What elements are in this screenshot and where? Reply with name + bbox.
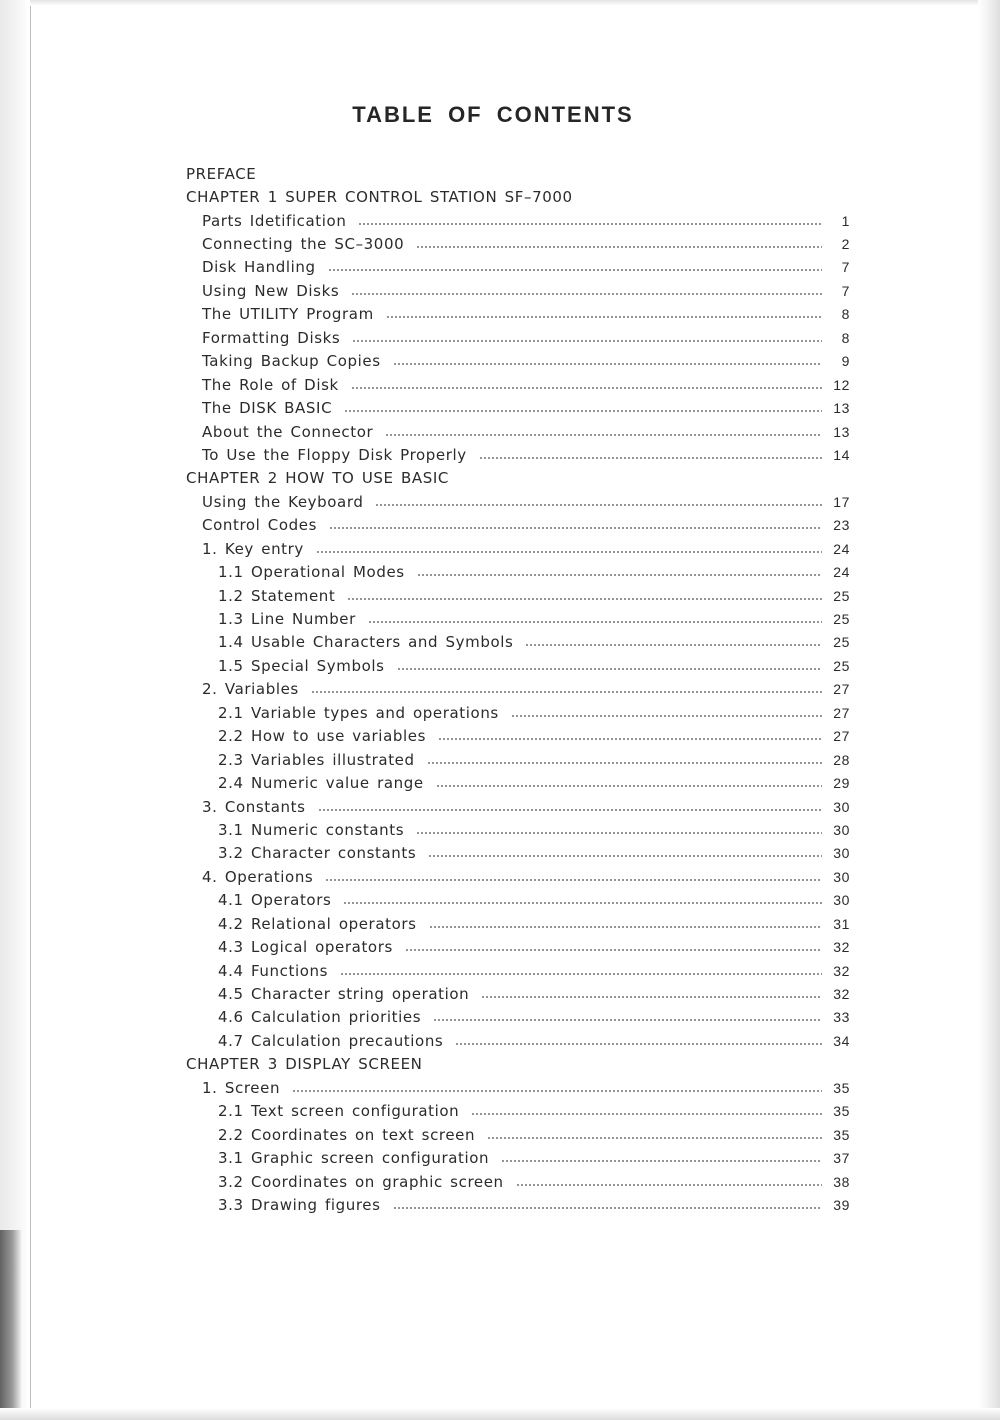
toc-page-number: 8 — [841, 306, 850, 323]
dot-leader — [368, 621, 822, 623]
toc-entry — [186, 584, 850, 607]
toc-page-number: 34 — [833, 1032, 850, 1049]
dot-leader — [501, 1160, 822, 1162]
toc-entry-title: CHAPTER 3 DISPLAY SCREEN — [186, 1055, 423, 1074]
toc-entry-title: 3.2 Character constants — [218, 844, 417, 863]
toc-entry — [186, 1100, 850, 1123]
toc-entry — [186, 443, 850, 466]
toc-entry-title: 1.3 Line Number — [218, 610, 356, 629]
dot-leader — [429, 926, 822, 928]
toc-entry-title: To Use the Floppy Disk Properly — [202, 445, 467, 464]
dot-leader — [316, 551, 822, 553]
toc-entry-title: The UTILITY Program — [202, 305, 374, 324]
toc-entry — [186, 1193, 850, 1216]
toc-entry — [186, 560, 850, 583]
toc-page-number: 32 — [833, 986, 850, 1003]
toc-page-number: 23 — [833, 517, 850, 534]
toc-entry-title: 4.3 Logical operators — [218, 938, 393, 957]
toc-entry-title: 3. Constants — [202, 797, 306, 816]
toc-entry-title: 2. Variables — [202, 680, 299, 699]
page-title: TABLE OF CONTENTS — [352, 102, 634, 127]
toc-entry-title: 1.5 Special Symbols — [218, 656, 385, 675]
toc-page-number: 28 — [833, 751, 850, 768]
toc-entry-title: Control Codes — [202, 516, 318, 535]
toc-entry — [186, 842, 850, 865]
toc-entry-title: 2.2 How to use variables — [218, 727, 426, 746]
toc-page-number: 7 — [841, 259, 850, 276]
dot-leader — [417, 574, 822, 576]
toc-page-number: 39 — [833, 1196, 850, 1213]
toc-page-number: 30 — [833, 845, 850, 862]
toc-entry — [186, 982, 850, 1005]
toc-entry — [186, 725, 850, 748]
toc-page-number: 29 — [833, 775, 850, 792]
dot-leader — [343, 902, 822, 904]
scan-shadow — [0, 1230, 22, 1420]
toc-entry-title: 2.4 Numeric value range — [218, 774, 424, 793]
toc-entry-title: 1.1 Operational Modes — [218, 563, 405, 582]
toc-entry-title: 2.1 Text screen configuration — [218, 1102, 460, 1121]
toc-entry-title: Connecting the SC–3000 — [202, 235, 405, 254]
toc-entry — [186, 514, 850, 537]
dot-leader — [292, 1090, 822, 1092]
toc-entry-title: 3.2 Coordinates on graphic screen — [218, 1172, 504, 1191]
toc-entry-title: 1. Key entry — [202, 539, 304, 558]
toc-entry-title: 4.2 Relational operators — [218, 914, 417, 933]
dot-leader — [438, 738, 822, 740]
scan-edge-left — [0, 0, 28, 1420]
toc-section-heading — [186, 1053, 850, 1076]
toc-entry — [186, 818, 850, 841]
toc-entry — [186, 373, 850, 396]
dot-leader — [525, 644, 822, 646]
toc-entry — [186, 1146, 850, 1169]
toc-entry-title: PREFACE — [186, 164, 257, 183]
toc-entry — [186, 771, 850, 794]
toc-entry — [186, 701, 850, 724]
scan-edge-right — [978, 0, 1000, 1420]
toc-page-number: 14 — [833, 446, 850, 463]
scan-shadow-bottom — [0, 1408, 1000, 1420]
toc-entry — [186, 935, 850, 958]
dot-leader — [344, 410, 822, 412]
toc-page-number: 13 — [833, 400, 850, 417]
dot-leader — [416, 246, 822, 248]
toc-page-number: 1 — [841, 212, 850, 229]
dot-leader — [516, 1184, 822, 1186]
toc-entry-title: 2.2 Coordinates on text screen — [218, 1125, 476, 1144]
toc-entry — [186, 1076, 850, 1099]
dot-leader — [481, 996, 822, 998]
toc-section-heading — [186, 162, 850, 185]
dot-leader — [479, 457, 822, 459]
dot-leader — [329, 527, 822, 529]
toc-page-number: 17 — [833, 493, 850, 510]
toc-entry-title: Using the Keyboard — [202, 492, 364, 511]
toc-page-number: 25 — [833, 611, 850, 628]
toc-entry-title: 2.3 Variables illustrated — [218, 750, 415, 769]
toc-entry — [186, 350, 850, 373]
toc-entry — [186, 748, 850, 771]
toc-entry — [186, 490, 850, 513]
dot-leader — [471, 1113, 822, 1115]
table-of-contents — [186, 162, 850, 1217]
toc-entry-title: About the Connector — [202, 422, 374, 441]
toc-entry-title: The DISK BASIC — [202, 399, 333, 418]
toc-page-number: 9 — [841, 353, 850, 370]
toc-page-number: 25 — [833, 587, 850, 604]
dot-leader — [511, 715, 822, 717]
dot-leader — [351, 293, 822, 295]
toc-entry-title: 3.1 Numeric constants — [218, 820, 405, 839]
dot-leader — [436, 785, 822, 787]
toc-entry-title: 2.1 Variable types and operations — [218, 703, 499, 722]
toc-entry-title: 4.4 Functions — [218, 961, 329, 980]
toc-page-number: 13 — [833, 423, 850, 440]
dot-leader — [416, 832, 822, 834]
toc-entry-title: Formatting Disks — [202, 328, 341, 347]
toc-entry — [186, 303, 850, 326]
dot-leader — [433, 1019, 822, 1021]
toc-entry — [186, 631, 850, 654]
toc-entry-title: 4.7 Calculation precautions — [218, 1031, 444, 1050]
toc-page-number: 35 — [833, 1103, 850, 1120]
toc-page-number: 24 — [833, 540, 850, 557]
toc-entry — [186, 256, 850, 279]
toc-page-number: 38 — [833, 1173, 850, 1190]
toc-entry — [186, 678, 850, 701]
toc-entry-title: 4.5 Character string operation — [218, 985, 470, 1004]
toc-section-heading — [186, 185, 850, 208]
toc-entry — [186, 865, 850, 888]
toc-page-number: 2 — [841, 236, 850, 253]
toc-entry-title: 4.1 Operators — [218, 891, 332, 910]
toc-entry — [186, 1029, 850, 1052]
page-edge-line — [30, 6, 31, 1414]
toc-entry-title: Parts Idetification — [202, 211, 347, 230]
toc-page-number: 31 — [833, 915, 850, 932]
toc-page-number: 37 — [833, 1150, 850, 1167]
toc-page-number: 24 — [833, 564, 850, 581]
toc-page-number: 30 — [833, 798, 850, 815]
dot-leader — [311, 691, 822, 693]
toc-page-number: 25 — [833, 634, 850, 651]
toc-entry — [186, 607, 850, 630]
toc-entry — [186, 1123, 850, 1146]
toc-entry-title: CHAPTER 2 HOW TO USE BASIC — [186, 469, 449, 488]
toc-page-number: 27 — [833, 681, 850, 698]
toc-page-number: 33 — [833, 1009, 850, 1026]
toc-entry-title: Disk Handling — [202, 258, 316, 277]
toc-entry — [186, 537, 850, 560]
toc-page-number: 7 — [841, 282, 850, 299]
toc-entry-title: 4. Operations — [202, 867, 314, 886]
dot-leader — [427, 762, 822, 764]
dot-leader — [397, 668, 822, 670]
toc-entry-title: 4.6 Calculation priorities — [218, 1008, 422, 1027]
dot-leader — [352, 340, 822, 342]
dot-leader — [393, 1207, 822, 1209]
toc-page-number: 32 — [833, 939, 850, 956]
toc-page-number: 8 — [841, 329, 850, 346]
dot-leader — [325, 879, 822, 881]
toc-entry — [186, 912, 850, 935]
toc-entry — [186, 326, 850, 349]
toc-entry — [186, 959, 850, 982]
toc-entry-title: 3.3 Drawing figures — [218, 1195, 381, 1214]
dot-leader — [385, 434, 822, 436]
dot-leader — [347, 598, 822, 600]
toc-entry-title: 1. Screen — [202, 1078, 281, 1097]
toc-entry-title: Using New Disks — [202, 281, 340, 300]
toc-entry — [186, 795, 850, 818]
toc-entry — [186, 1006, 850, 1029]
dot-leader — [328, 269, 822, 271]
toc-page-number: 30 — [833, 892, 850, 909]
toc-entry-title: CHAPTER 1 SUPER CONTROL STATION SF–7000 — [186, 188, 573, 207]
toc-section-heading — [186, 467, 850, 490]
dot-leader — [375, 504, 822, 506]
dot-leader — [487, 1137, 822, 1139]
dot-leader — [393, 363, 822, 365]
toc-entry — [186, 654, 850, 677]
toc-page-number: 30 — [833, 821, 850, 838]
toc-page-number: 35 — [833, 1126, 850, 1143]
toc-entry-title: 3.1 Graphic screen configuration — [218, 1149, 490, 1168]
dot-leader — [340, 973, 822, 975]
toc-entry-title: 1.4 Usable Characters and Symbols — [218, 633, 514, 652]
dot-leader — [386, 316, 822, 318]
toc-page-number: 27 — [833, 728, 850, 745]
dot-leader — [455, 1043, 822, 1045]
dot-leader — [405, 949, 822, 951]
toc-page-number: 32 — [833, 962, 850, 979]
toc-entry-title: 1.2 Statement — [218, 586, 336, 605]
toc-entry — [186, 396, 850, 419]
scan-edge-top — [30, 0, 1000, 6]
toc-entry-title: The Role of Disk — [202, 375, 339, 394]
toc-entry — [186, 420, 850, 443]
toc-entry — [186, 1170, 850, 1193]
toc-page-number: 35 — [833, 1079, 850, 1096]
toc-page-number: 12 — [833, 376, 850, 393]
toc-entry — [186, 279, 850, 302]
toc-page-number: 25 — [833, 657, 850, 674]
toc-entry-title: Taking Backup Copies — [202, 352, 381, 371]
dot-leader — [358, 223, 822, 225]
toc-page-number: 27 — [833, 704, 850, 721]
dot-leader — [318, 809, 822, 811]
toc-entry — [186, 232, 850, 255]
dot-leader — [428, 855, 822, 857]
dot-leader — [351, 387, 822, 389]
toc-entry — [186, 889, 850, 912]
toc-page-number: 30 — [833, 868, 850, 885]
toc-entry — [186, 209, 850, 232]
